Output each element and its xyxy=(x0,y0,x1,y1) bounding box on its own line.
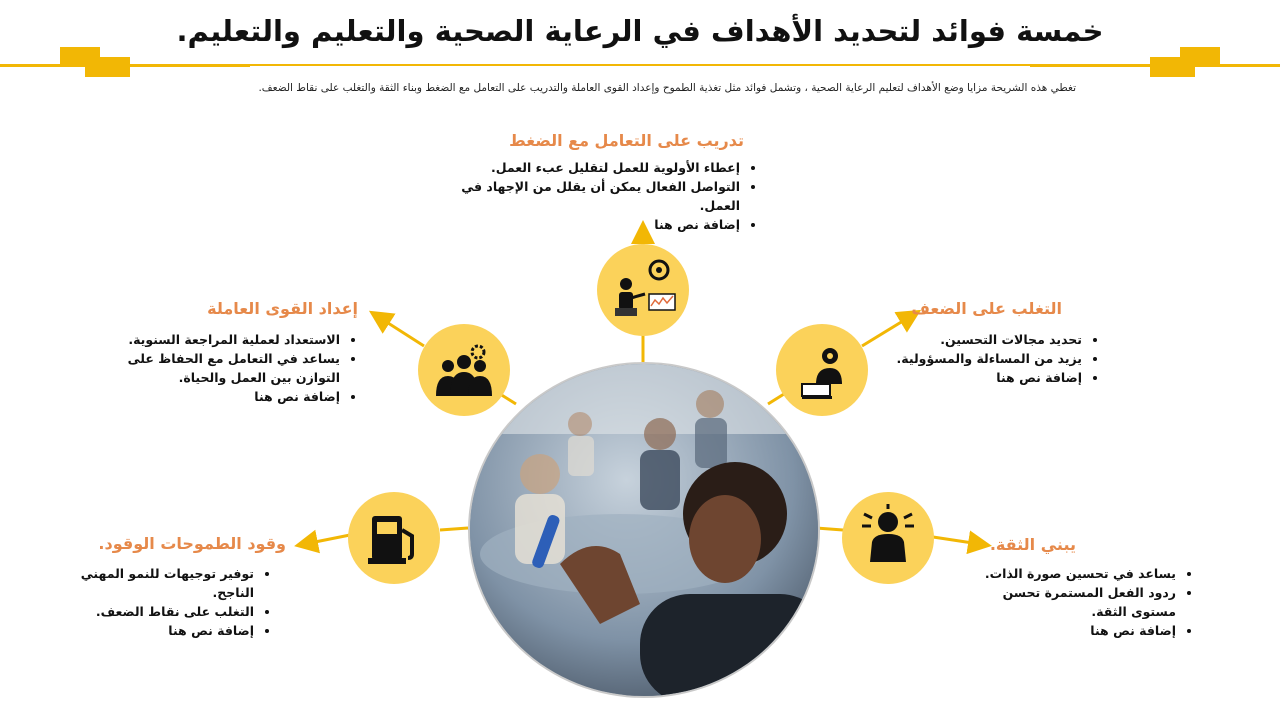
presenter-chart-icon xyxy=(597,244,689,336)
left-bottom-icon-circle xyxy=(348,492,440,584)
list-item: • إضافة نص هنا xyxy=(440,215,740,234)
list-item: • تحديد مجالات التحسين. xyxy=(882,330,1082,349)
right-bottom-bullets xyxy=(976,564,1194,640)
person-laptop-icon xyxy=(776,324,868,416)
list-item: • الاستعداد لعملية المراجعة السنوية. xyxy=(80,330,340,349)
list-item: • يساعد في التعامل مع الحفاظ على التوازن بين العمل والحياة. xyxy=(80,349,340,387)
list-item: • إعطاء الأولوية للعمل لتقليل عبء العمل. xyxy=(440,158,740,177)
slide-subtitle: تغطي هذه الشريحة مزايا وضع الأهداف لتعليم الرعاية الصحية ، وتشمل فوائد مثل تغذية الطموح وإعداد القوى العاملة والتدريب على التعامل مع الضغط وبناء الثقة والتغلب على نقاط الضعف. xyxy=(258,82,1076,94)
team-gear-icon xyxy=(418,324,510,416)
slide-title: خمسة فوائد لتحديد الأهداف في الرعاية الصحية والتعليم والتعليم. xyxy=(176,14,1104,48)
top-bullets xyxy=(440,158,758,234)
list-item: • إضافة نص هنا xyxy=(882,368,1082,387)
right-top-heading: التغلب على الضعف xyxy=(911,299,1062,318)
list-item: • إضافة نص هنا xyxy=(44,621,254,640)
list-item: • إضافة نص هنا xyxy=(80,387,340,406)
list-item: • ردود الفعل المستمرة تحسن مستوى الثقة. xyxy=(976,583,1176,621)
right-top-bullets xyxy=(882,330,1100,387)
list-item: • يساعد في تحسين صورة الذات. xyxy=(976,564,1176,583)
top-icon-circle xyxy=(597,244,689,336)
fuel-pump-icon xyxy=(348,492,440,584)
left-top-bullets xyxy=(80,330,358,406)
list-item: • التواصل الفعال يمكن أن يقلل من الإجهاد في العمل. xyxy=(440,177,740,215)
meeting-photo xyxy=(468,362,820,698)
list-item: • يزيد من المساءلة والمسؤولية. xyxy=(882,349,1082,368)
left-top-heading: إعداد القوى العاملة xyxy=(207,299,358,318)
left-top-icon-circle xyxy=(418,324,510,416)
right-bottom-heading: يبني الثقة. xyxy=(989,535,1076,554)
list-item: • التغلب على نقاط الضعف. xyxy=(44,602,254,621)
top-heading: تدريب على التعامل مع الضغط xyxy=(509,131,744,150)
right-top-icon-circle xyxy=(776,324,868,416)
confident-person-icon xyxy=(842,492,934,584)
left-bottom-bullets xyxy=(44,564,272,640)
list-item: • إضافة نص هنا xyxy=(976,621,1176,640)
left-bottom-heading: وقود الطموحات الوقود. xyxy=(98,534,286,553)
list-item: • توفير توجيهات للنمو المهني الناجح. xyxy=(44,564,254,602)
right-bottom-icon-circle xyxy=(842,492,934,584)
